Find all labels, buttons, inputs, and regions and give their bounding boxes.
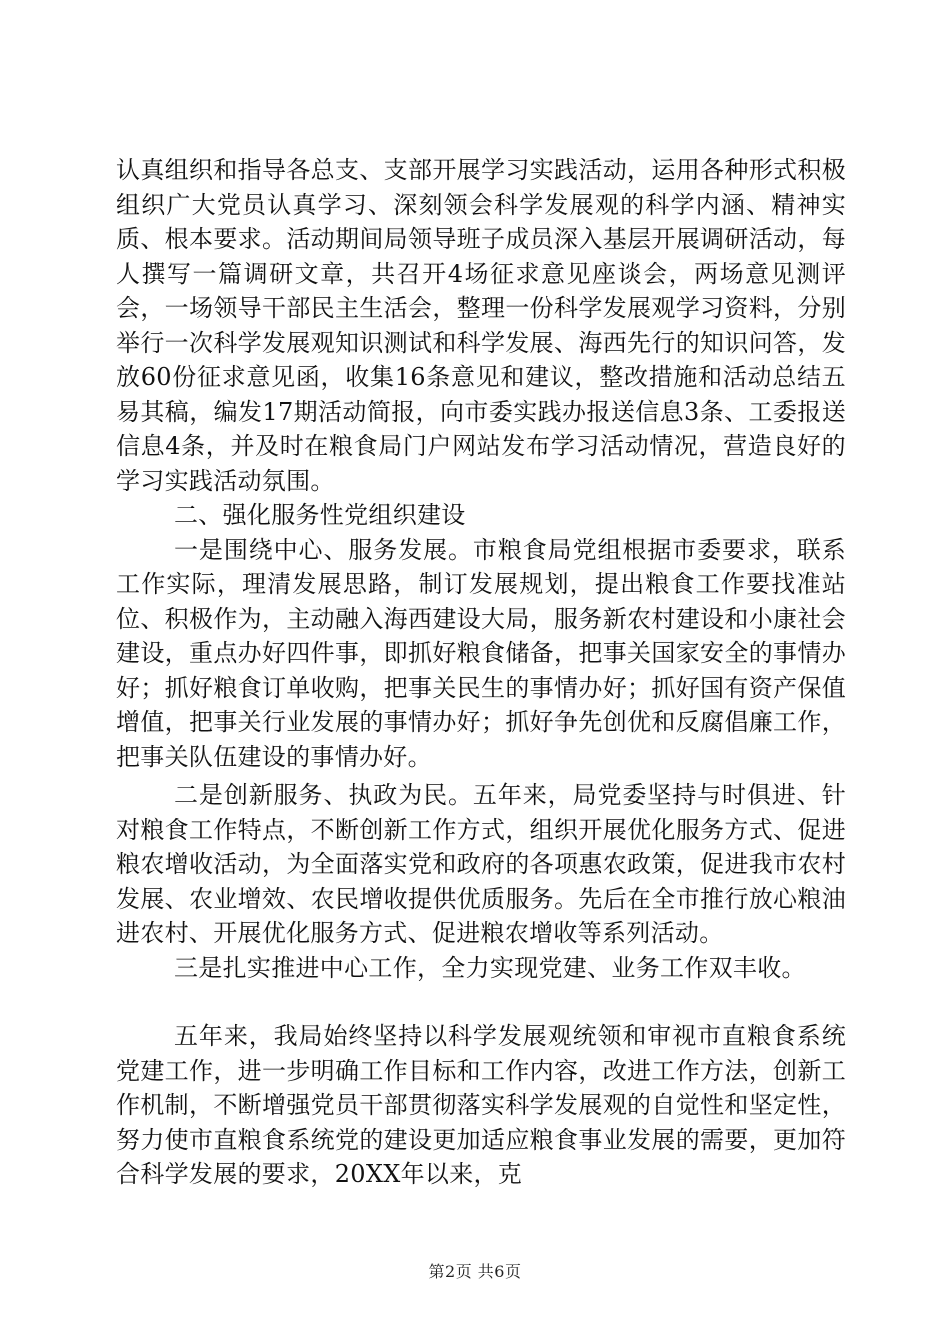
paragraph-five-years: 五年来，我局始终坚持以科学发展观统领和审视市直粮食系统党建工作，进一步明确工作目标和工作内容，改进工作方法，创新工作机制，不断增强党员干部贯彻落实科学发展观的自觉性和坚定性，努力使市直粮食系统党的建设更加适应粮食事业发展的需要，更加符合科学发展的要求，20XX年以来，克 <box>116 1022 846 1188</box>
document-body <box>116 153 846 1192</box>
page-number-footer: 第2页 共6页 <box>428 1262 522 1281</box>
section-heading-service-party-building: 二、强化服务性党组织建设 <box>174 501 466 529</box>
paragraph-study-activities: 认真组织和指导各总支、支部开展学习实践活动，运用各种形式积极组织广大党员认真学习、深刻领会科学发展观的科学内涵、精神实质、根本要求。活动期间局领导班子成员深入基层开展调研活动，每人撰写一篇调研文章，共召开4场征求意见座谈会，两场意见测评会，一场领导干部民主生活会，整理一份科学发展观学习资料，分别举行一次科学发展观知识测试和科学发展、海西先行的知识问答，发放60份征求意见函，收集16条意见和建议，整改措施和活动总结五易其稿，编发17期活动简报，向市委实践办报送信息3条、工委报送信息4条，并及时在粮食局门户网站发布学习活动情况，营造良好的学习实践活动氛围。 <box>116 156 846 495</box>
paragraph-central-work: 三是扎实推进中心工作，全力实现党建、业务工作双丰收。 <box>174 953 806 982</box>
paragraph-serve-development: 一是围绕中心、服务发展。市粮食局党组根据市委要求，联系工作实际，理清发展思路，制订发展规划，提出粮食工作要找准站位、积极作为，主动融入海西建设大局，服务新农村建设和小康社会建设，重点办好四件事，即抓好粮食储备，把事关国家安全的事情办好；抓好粮食订单收购，把事关民生的事情办好；抓好国有资产保值增值，把事关行业发展的事情办好；抓好争先创优和反腐倡廉工作，把事关队伍建设的事情办好。 <box>116 535 846 771</box>
paragraph-innovate-service: 二是创新服务、执政为民。五年来，局党委坚持与时俱进、针对粮食工作特点，不断创新工作方式，组织开展优化服务方式、促进粮农增收活动，为全面落实党和政府的各项惠农政策，促进我市农村发展、农业增效、农民增收提供优质服务。先后在全市推行放心粮油进农村、开展优化服务方式、促进粮农增收等系列活动。 <box>116 781 846 947</box>
